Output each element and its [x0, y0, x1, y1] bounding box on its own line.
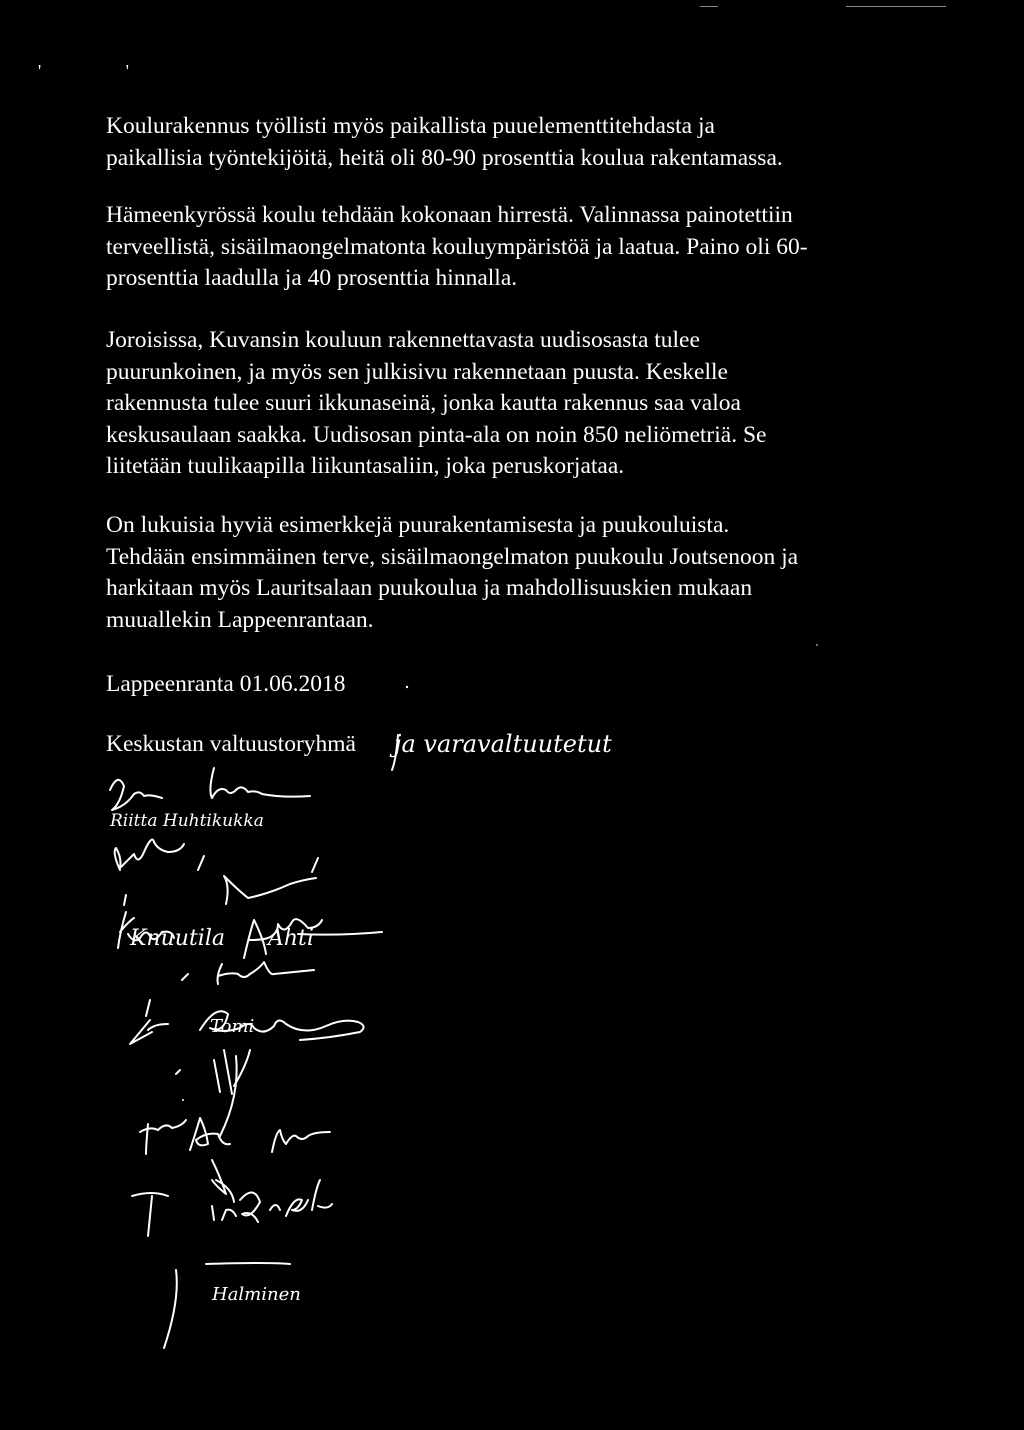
signature-block-5	[132, 1160, 332, 1348]
signature-stroke	[164, 1263, 290, 1348]
signature-stroke	[298, 932, 382, 935]
signature-stroke	[130, 1020, 168, 1044]
signature-stroke	[218, 962, 315, 984]
signature-stroke	[176, 1070, 180, 1074]
paragraph-line: keskusaulaan saakka. Uudisosan pinta-ala on noin 850 neliömetriä. Se	[106, 421, 767, 448]
signature-stroke	[198, 856, 318, 872]
scan-punch-marks: ' '	[38, 61, 169, 81]
paragraph-line: paikallisia työntekijöitä, heitä oli 80-90 prosenttia koulua rakentamassa.	[106, 144, 783, 171]
signature-stroke	[132, 1193, 168, 1236]
printed-name-signature: Riitta Huhtikukka	[110, 811, 264, 831]
scan-dust	[816, 644, 818, 646]
paragraph-line: puurunkoinen, ja myös sen julkisivu rakennetaan puusta. Keskelle	[106, 358, 728, 385]
signature-stroke	[224, 876, 316, 904]
scan-edge-mark	[700, 6, 718, 7]
place-and-date: Lappeenranta 01.06.2018	[106, 671, 346, 697]
signature-stroke	[214, 1050, 250, 1136]
paragraph-joroinen	[106, 325, 906, 483]
signature-name: Halminen	[212, 1284, 301, 1305]
scan-dust	[406, 686, 408, 688]
signature-name: Ahti	[268, 926, 314, 951]
paragraph-hameenkyro	[106, 200, 906, 295]
signature-stroke	[200, 1011, 364, 1040]
signature-stroke	[124, 895, 126, 905]
signature-stroke	[146, 1000, 150, 1016]
signature-block-1	[109, 768, 318, 905]
paragraph-local-employment	[106, 111, 906, 174]
paragraph-line: liitetään tuulikaapilla liikuntasaliin, joka peruskorjataa.	[106, 453, 625, 479]
signature-stroke	[272, 1130, 330, 1152]
handwritten-addition-text: ja varavaltuutetut	[394, 730, 612, 758]
signature-name: Tomi	[210, 1016, 255, 1037]
paragraph-line: prosenttia laadulla ja 40 prosenttia hinnalla.	[106, 265, 518, 291]
paragraph-line: Koulurakennus työllisti myös paikallista puuelementtitehdasta ja	[106, 113, 715, 139]
signature-name: Knuutila	[130, 926, 225, 951]
scan-dust	[182, 1099, 184, 1101]
signature-stroke	[115, 840, 184, 870]
signature-block-3	[130, 962, 364, 1044]
signature-block-2	[118, 912, 382, 958]
paragraph-line: Tehdään ensimmäinen terve, sisäilmaongelmaton puukoulu Joutsenoon ja	[106, 543, 799, 570]
paragraph-line: Hämeenkyrössä koulu tehdään kokonaan hirrestä. Valinnassa painotettiin	[106, 202, 793, 228]
signature-stroke	[182, 974, 188, 980]
signature-stroke	[210, 768, 310, 798]
signature-stroke	[110, 780, 162, 810]
paragraph-line: rakennusta tulee suuri ikkunaseinä, jonka kautta rakennus saa valoa	[106, 390, 741, 416]
signature-stroke	[212, 1160, 234, 1202]
signature-block-4	[140, 1050, 330, 1154]
signature-stroke	[140, 1118, 230, 1154]
paragraph-line: terveellistä, sisäilmaongelmatonta kouluympäristöä ja laatua. Paino oli 60-	[106, 233, 808, 260]
handwriting-stroke	[392, 735, 398, 770]
signature-stroke	[118, 912, 174, 948]
paragraph-line: harkitaan myös Lauritsalaan puukoulua ja mahdollisuuskien mukaan	[106, 575, 753, 601]
signature-stroke	[212, 1180, 332, 1222]
handwritten-addition	[389, 730, 612, 770]
paragraph-line: muuallekin Lappeenrantaan.	[106, 606, 374, 633]
paragraph-line: On lukuisia hyviä esimerkkejä puurakentamisesta ja puukouluista.	[106, 512, 730, 538]
paragraph-line: Joroisissa, Kuvansin kouluun rakennettavasta uudisosasta tulee	[106, 327, 700, 353]
signature-stroke	[244, 919, 322, 958]
scan-edge-mark	[846, 6, 946, 7]
paragraph-proposal	[106, 510, 906, 636]
signing-group: Keskustan valtuustoryhmä	[106, 731, 356, 757]
